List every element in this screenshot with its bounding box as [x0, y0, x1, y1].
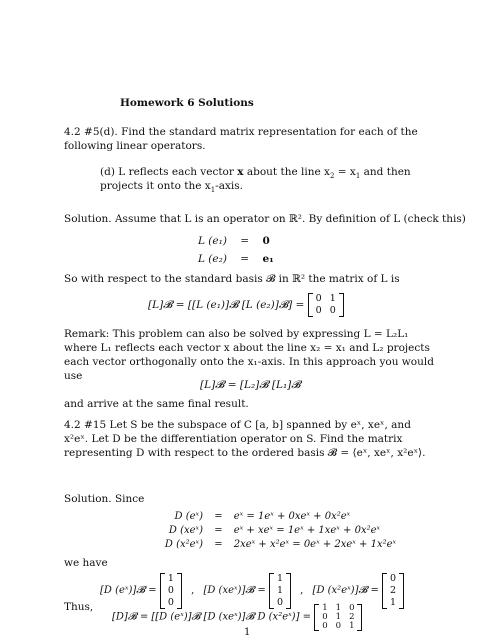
coord-lhs: [D (eˣ)]𝓑 =: [100, 585, 157, 596]
vector-cell: 1: [276, 573, 283, 584]
coord-vector-3: [382, 573, 404, 609]
matrix-cell: 1: [335, 612, 342, 622]
derivative-rhs: eˣ + xeˣ = 1eˣ + 1xeˣ + 0x²eˣ: [233, 525, 381, 536]
matrix-cell: 1: [329, 293, 336, 304]
derivative-lhs: D (x²eˣ): [164, 539, 203, 550]
derivative-lhs: D (eˣ): [174, 511, 203, 522]
matrix-cell: 1: [349, 621, 355, 631]
vector-cell: 0: [167, 585, 174, 596]
problem-1-statement: [64, 125, 434, 153]
matrix-cell: 0: [349, 603, 355, 613]
coord-lhs: [D (x²eˣ)]𝓑 =: [312, 585, 379, 596]
equation-lhs: L (e₂): [198, 253, 227, 265]
problem-1-part-d: (d) L reflects each vector x about the line $x_2 = x_1$ and then projects it onto the $x_1$-axis.: [100, 166, 411, 195]
problem-2-label: 4.2 #15: [64, 419, 107, 431]
remark-equation: [L]𝓑 = [L₂]𝓑 [L₁]𝓑: [200, 379, 301, 391]
problem-2-text: Let S be the subspace of C [a, b] spanned by eˣ, xeˣ, and x²eˣ. Let D be the differentiation operator on S. Find the matrix representing D with respect to the ordered basis 𝓑 = ⟨eˣ, xeˣ, x²eˣ⟩.: [64, 419, 426, 459]
matrix-equation: [148, 293, 344, 317]
we-have: we have: [64, 557, 108, 569]
matrix-lhs: [L]𝓑 = [[L (e₁)]𝓑 [L (e₂)]𝓑] =: [148, 299, 305, 311]
part-label: (d): [100, 166, 115, 178]
derivative-row-3: D (x²eˣ) = 2xeˣ + x²eˣ = 0eˣ + 2xeˣ + 1x²eˣ: [145, 538, 396, 552]
matrix-L: [308, 293, 344, 317]
solution-2-intro: Solution. Since: [64, 493, 145, 505]
vector-x: x: [237, 166, 244, 178]
vector-cell: 1: [167, 573, 174, 584]
remark: Remark: This problem can also be solved by expressing L = L₂L₁ where L₁ reflects each vector x about the line x₂ = x₁ and L₂ projects each vector orthogonally onto the x₁-axis. In this approach you would use: [64, 328, 434, 382]
derivative-row-1: D (eˣ) = eˣ = 1eˣ + 0xeˣ + 0x²eˣ: [145, 510, 350, 524]
vector-cell: 2: [390, 585, 397, 596]
equation-row-2: L (e₂) = e₁: [198, 253, 274, 265]
thus: Thus,: [64, 601, 94, 613]
remark-end: and arrive at the same final result.: [64, 398, 249, 410]
problem-2-statement: [64, 418, 436, 460]
solution-1-intro: Solution. Assume that L is an operator on ℝ². By definition of L (check this): [64, 213, 466, 225]
derivative-lhs: D (xeˣ): [168, 525, 203, 536]
matrix-cell: 0: [322, 621, 328, 631]
derivative-rhs: 2xeˣ + x²eˣ = 0eˣ + 2xeˣ + 1x²eˣ: [233, 539, 397, 550]
equation-rhs: e₁: [262, 253, 274, 265]
matrix-cell: 0: [322, 612, 328, 622]
vector-cell: 1: [276, 585, 283, 596]
part-text: and then projects it onto the x: [100, 166, 411, 192]
matrix-cell: 1: [335, 603, 342, 613]
coordinate-vectors: [D (eˣ)]𝓑 = 1 0 0 , [D (xeˣ)]𝓑 = 1 1 0 , [D (x²eˣ)]𝓑 = 0 2 1: [100, 573, 404, 609]
matrix-cell: 0: [315, 293, 322, 304]
page-number: 1: [244, 627, 251, 638]
equation-lhs: L (e₁): [198, 235, 227, 247]
part-text: -axis.: [215, 180, 243, 192]
page-title: Homework 6 Solutions: [120, 97, 254, 109]
vector-cell: 0: [167, 597, 174, 608]
matrix-D: [314, 604, 362, 631]
matrix-cell: 2: [349, 612, 355, 622]
derivative-row-2: D (xeˣ) = eˣ + xeˣ = 1eˣ + 1xeˣ + 0x²eˣ: [145, 524, 380, 538]
vector-cell: 0: [276, 597, 283, 608]
part-text: about the line x: [246, 166, 330, 178]
matrix-cell: 0: [315, 305, 322, 316]
problem-1-text: Find the standard matrix representation for each of the following linear operators.: [64, 126, 418, 152]
matrix-cell: 1: [322, 603, 328, 613]
vector-cell: 0: [390, 573, 397, 584]
vector-cell: 1: [390, 597, 397, 608]
final-matrix-equation: [112, 604, 362, 631]
matrix-cell: 0: [329, 305, 336, 316]
derivative-rhs: eˣ = 1eˣ + 0xeˣ + 0x²eˣ: [233, 511, 351, 522]
matrix-cell: 0: [335, 621, 342, 631]
coord-lhs: [D (xeˣ)]𝓑 =: [203, 585, 266, 596]
problem-1-label: 4.2 #5(d).: [64, 126, 118, 138]
equation-row-1: L (e₁) = 0: [198, 235, 270, 247]
basis-text: So with respect to the standard basis 𝓑 in ℝ² the matrix of L is: [64, 273, 400, 285]
part-text: L reflects each vector: [118, 166, 234, 178]
final-lhs: [D]𝓑 = [[D (eˣ)]𝓑 [D (xeˣ)]𝓑 D (x²eˣ)] =: [112, 611, 312, 623]
part-text: = x: [334, 166, 356, 178]
equation-rhs: 0: [262, 235, 270, 247]
